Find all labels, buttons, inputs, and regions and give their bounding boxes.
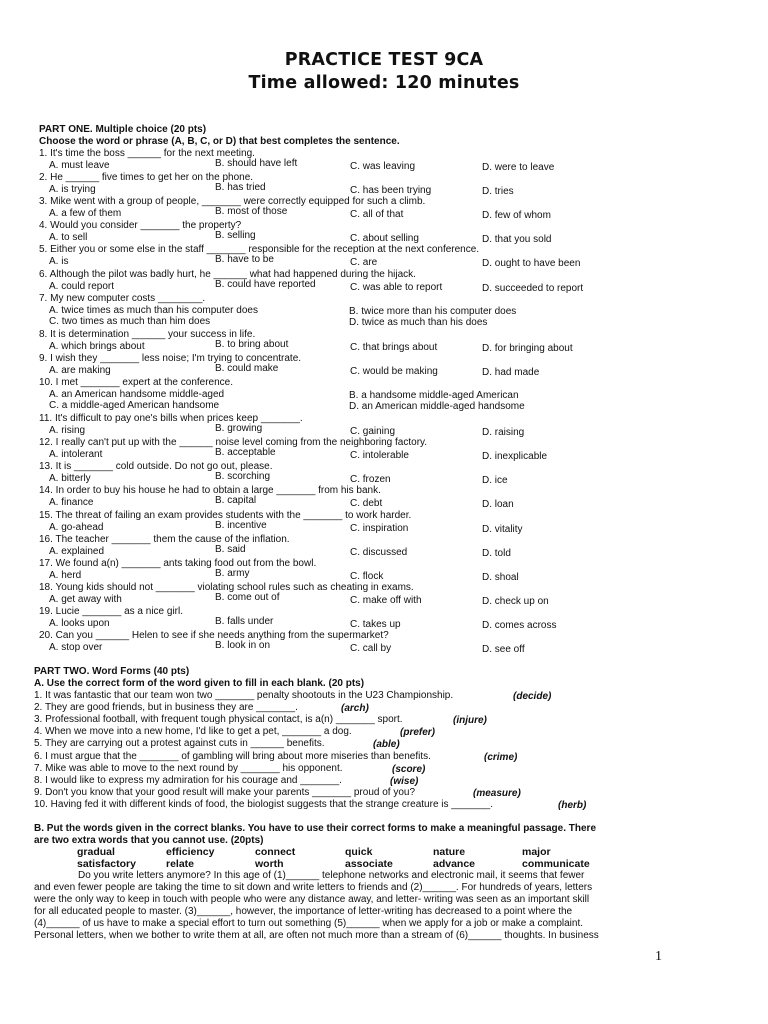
option-a: A. which brings about	[49, 340, 145, 352]
word-form-cue: (able)	[373, 739, 400, 751]
word-form-cue: (arch)	[341, 703, 369, 715]
option-a: A. herd	[49, 569, 82, 581]
option-c: C. that brings about	[350, 341, 438, 353]
word-box-word: worth	[255, 858, 284, 870]
option-b: B. could make	[215, 362, 279, 374]
word-form-cue: (herb)	[558, 799, 587, 811]
option-b: B. to bring about	[215, 338, 289, 350]
word-box-word: advance	[433, 858, 476, 870]
part2-b-instruction-2: are two extra words that you cannot use. (20pts)	[34, 835, 264, 846]
word-form-cue: (crime)	[484, 751, 518, 763]
option-c: C. inspiration	[350, 522, 409, 534]
option-d: D. see off	[482, 644, 525, 656]
question-stem: 6. Although the pilot was badly hurt, he ______ what had happened during the hijack.	[39, 268, 416, 280]
question-stem: 7. My new computer costs ________.	[39, 292, 206, 304]
option-b: B. come out of	[215, 591, 280, 603]
option-c: C. takes up	[350, 618, 401, 630]
option-d: D. told	[482, 547, 511, 559]
option-d: D. comes across	[482, 619, 557, 631]
question-stem: 14. In order to buy his house he had to obtain a large _______ from his bank.	[39, 485, 381, 497]
word-box-word: nature	[433, 846, 466, 858]
question-stem: 15. The threat of failing an exam provides students with the _______ to work harder.	[39, 509, 412, 521]
option-d: D. succeeded to report	[482, 282, 584, 294]
option-b: B. look in on	[215, 640, 271, 652]
option-c: C. was able to report	[350, 281, 443, 293]
question-stem: 20. Can you ______ Helen to see if she needs anything from the supermarket?	[39, 630, 389, 641]
passage-line: (4)______ of us have to make a special effort to turn out something (5)______ when we apply for a job or make a complaint.	[34, 918, 584, 929]
word-box-word: major	[522, 846, 551, 858]
word-form-item: 3. Professional football, with frequent tough physical contact, is a(n) _______ sport.	[34, 714, 403, 726]
word-form-cue: (decide)	[513, 691, 552, 702]
question-stem: 12. I really can't put up with the ______ noise level coming from the neighboring factory.	[39, 437, 428, 449]
question-stem: 5. Either you or some else in the staff _______ responsible for the reception at the next conference.	[39, 244, 480, 256]
option-a: A. could report	[49, 280, 115, 292]
option-c: C. are	[350, 257, 378, 269]
question-stem: 9. I wish they _______ less noise; I'm trying to concentrate.	[39, 352, 302, 364]
word-box-word: associate	[345, 858, 393, 870]
option-a: A. is	[49, 256, 69, 268]
option-b: B. scorching	[215, 471, 271, 483]
question-stem: 2. He ______ five times to get her on the phone.	[39, 172, 254, 184]
option-c: C. discussed	[350, 546, 408, 558]
option-a: A. intolerant	[49, 449, 103, 461]
option-a: A. must leave	[49, 160, 110, 172]
option-c: C. gaining	[350, 426, 396, 438]
option-c: C. about selling	[350, 233, 419, 245]
option-d: D. were to leave	[482, 162, 555, 174]
word-form-item: 10. Having fed it with different kinds of food, the biologist suggests that the strange creature is _______.	[34, 798, 493, 810]
option-b: B. twice more than his computer does	[349, 305, 517, 317]
word-form-cue: (score)	[392, 763, 426, 775]
question-stem: 13. It is _______ cold outside. Do not go out, please.	[39, 461, 273, 473]
word-box-word: quick	[345, 846, 373, 858]
word-box-word: satisfactory	[77, 858, 136, 870]
word-form-cue: (prefer)	[400, 727, 436, 739]
word-form-cue: (wise)	[390, 775, 419, 787]
option-a: A. to sell	[49, 232, 88, 244]
option-d: D. check up on	[482, 595, 549, 607]
word-form-item: 1. It was fantastic that our team won two _______ penalty shootouts in the U23 Championship.	[34, 690, 454, 701]
word-form-cue: (measure)	[473, 787, 521, 799]
part1-heading: PART ONE. Multiple choice (20 pts)	[39, 124, 207, 135]
option-b: B. capital	[215, 495, 257, 507]
option-c: C. a middle-aged American handsome	[49, 400, 220, 412]
passage-line: Do you write letters anymore? In this age of (1)______ telephone networks and electronic mail, it seems that fewer	[78, 870, 585, 881]
part2-b-instruction-1: B. Put the words given in the correct blanks. You have to use their correct forms to make a meaningful passage. There	[34, 823, 597, 834]
option-b: B. a handsome middle-aged American	[349, 390, 519, 401]
option-b: B. growing	[215, 423, 263, 435]
option-c: C. call by	[350, 643, 392, 655]
option-a: A. get away with	[49, 593, 122, 605]
option-c: C. would be making	[350, 365, 438, 377]
page-title: PRACTICE TEST 9CA	[284, 50, 484, 70]
word-box-word: communicate	[522, 858, 590, 870]
option-c: C. all of that	[350, 209, 404, 221]
question-stem: 4. Would you consider _______ the property?	[39, 220, 242, 232]
option-d: D. raising	[482, 427, 525, 439]
option-a: A. explained	[49, 545, 105, 557]
word-box-word: relate	[166, 858, 195, 870]
option-a: A. bitterly	[49, 473, 91, 485]
option-b: B. incentive	[215, 519, 267, 531]
word-form-item: 5. They are carrying out a protest against cuts in ______ benefits.	[34, 738, 325, 750]
option-a: A. go-ahead	[49, 521, 104, 533]
option-a: A. stop over	[49, 642, 103, 654]
option-b: B. selling	[215, 230, 256, 242]
word-form-item: 6. I must argue that the _______ of gambling will bring about more miseries than benefits.	[34, 750, 431, 762]
question-stem: 1. It's time the boss ______ for the next meeting.	[39, 148, 255, 159]
option-d: D. tries	[482, 186, 514, 198]
question-stem: 18. Young kids should not _______ violating school rules such as cheating in exams.	[39, 581, 414, 593]
option-d: D. few of whom	[482, 210, 551, 222]
word-form-item: 4. When we move into a new home, I'd like to get a pet, _______ a dog.	[34, 726, 352, 738]
option-a: A. rising	[49, 425, 86, 437]
question-stem: 11. It's difficult to pay one's bills when prices keep _______.	[39, 413, 303, 425]
word-form-item: 8. I would like to express my admiration for his courage and _______.	[34, 774, 342, 786]
part1-instruction: Choose the word or phrase (A, B, C, or D) that best completes the sentence.	[39, 136, 400, 147]
option-d: D. an American middle-aged handsome	[349, 401, 525, 413]
question-stem: 3. Mike went with a group of people, _______ were correctly equipped for such a climb.	[39, 196, 426, 208]
passage-line: were the only way to keep in touch with people who were any distance away, and letter- writing was seen as an important skill	[34, 894, 590, 905]
option-d: D. loan	[482, 499, 514, 511]
option-a: A. finance	[49, 497, 94, 509]
word-box-word: gradual	[77, 846, 115, 858]
option-a: A. is trying	[49, 184, 96, 196]
option-d: D. had made	[482, 366, 540, 378]
option-b: B. said	[215, 543, 246, 555]
option-d: D. vitality	[482, 523, 523, 535]
option-c: C. two times as much than him does	[49, 315, 211, 327]
word-form-item: 2. They are good friends, but in business they are _______.	[34, 702, 298, 714]
passage-line: Personal letters, when we bother to write them at all, are often not much more than a stream of (6)______ thoughts. In business	[34, 930, 599, 941]
question-stem: 19. Lucie _______ as a nice girl.	[39, 605, 183, 617]
option-c: C. intolerable	[350, 450, 409, 462]
option-d: D. shoal	[482, 571, 519, 583]
option-d: D. for bringing about	[482, 342, 573, 354]
page-subtitle: Time allowed: 120 minutes	[248, 73, 520, 93]
option-b: B. have to be	[215, 254, 274, 266]
option-b: B. army	[215, 567, 250, 579]
option-c: C. debt	[350, 498, 383, 510]
passage-line: and even fewer people are taking the time to sit down and write letters to friends and (2)______. For hundreds of years, letters	[34, 882, 593, 893]
option-b: B. could have reported	[215, 278, 316, 290]
word-form-item: 7. Mike was able to move to the next round by _______ his opponent.	[34, 762, 343, 774]
page-number: 1	[655, 949, 662, 964]
question-stem: 10. I met _______ expert at the conference.	[39, 376, 234, 388]
option-d: D. twice as much than his does	[349, 316, 488, 328]
option-b: B. falls under	[215, 615, 274, 627]
option-a: A. a few of them	[49, 208, 122, 220]
option-b: B. most of those	[215, 206, 288, 218]
option-c: C. frozen	[350, 474, 391, 486]
option-c: C. flock	[350, 570, 384, 582]
option-c: C. has been trying	[350, 185, 432, 197]
question-stem: 16. The teacher _______ them the cause of the inflation.	[39, 533, 290, 545]
word-form-item: 9. Don't you know that your good result will make your parents _______ proud of you?	[34, 786, 416, 798]
passage-line: for all educated people to master. (3)______, however, the importance of letter-writing has decreased to a point where the	[34, 906, 573, 917]
option-a: A. are making	[49, 364, 111, 376]
word-box-word: connect	[255, 846, 296, 858]
word-form-cue: (injure)	[453, 715, 487, 727]
word-box-word: efficiency	[166, 846, 215, 858]
option-d: D. that you sold	[482, 234, 552, 246]
option-c: C. was leaving	[350, 161, 416, 173]
part2-a-instruction: A. Use the correct form of the word given to fill in each blank. (20 pts)	[34, 678, 365, 689]
question-stem: 8. It is determination ______ your success in life.	[39, 328, 256, 340]
option-a: A. looks upon	[49, 617, 110, 629]
option-b: B. should have left	[215, 158, 298, 170]
option-b: B. acceptable	[215, 447, 276, 459]
option-d: D. ice	[482, 475, 508, 487]
part2-heading: PART TWO. Word Forms (40 pts)	[34, 666, 190, 677]
question-stem: 17. We found a(n) _______ ants taking food out from the bowl.	[39, 557, 317, 569]
option-c: C. make off with	[350, 594, 422, 606]
option-a: A. an American handsome middle-aged	[49, 389, 225, 400]
option-d: D. inexplicable	[482, 451, 548, 463]
option-b: B. has tried	[215, 182, 266, 194]
option-d: D. ought to have been	[482, 258, 581, 270]
option-a: A. twice times as much than his computer does	[49, 304, 258, 316]
